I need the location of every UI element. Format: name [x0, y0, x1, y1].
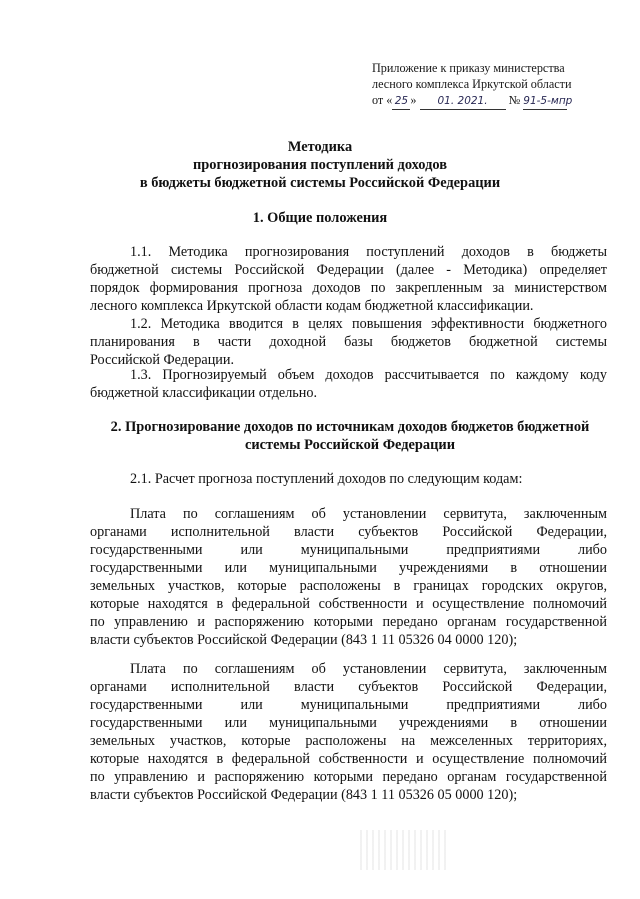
title-line-2: прогнозирования поступлений доходов: [193, 157, 447, 173]
number-prefix: №: [508, 93, 521, 107]
appendix-date-line: [372, 92, 612, 110]
paragraph-1-1: 1.1. Методика прогнозирования поступлений доходов в бюджеты бюджетной системы Российской Федерации (далее - Методика) определяет порядок формирования прогноза доходов по закрепленным за министерством лесного комплекса Иркутской области кодам бюджетной классификации.: [90, 244, 607, 314]
section-2-heading: 2. Прогнозирование доходов по источникам доходов бюджетов бюджетной системы Российской Федерации: [110, 419, 590, 453]
date-mid: »: [410, 93, 417, 107]
handwritten-date: 01. 2021.: [420, 93, 506, 110]
section-1-heading: 1. Общие положения: [252, 210, 388, 226]
paragraph-1-3: 1.3. Прогнозируемый объем доходов рассчитывается по каждому коду бюджетной классификации отдельно.: [90, 367, 607, 401]
scan-bleed-through: [360, 830, 450, 870]
revenue-code-paragraph-1: Плата по соглашениям об установлении сервитута, заключенным органами исполнительной власти субъектов Российской Федерации, государственными или муниципальными предприятиями либо государственными или муниципальными учреждениями в отношении земельных участков, которые расположены в границах городских округов, которые находятся в федеральной собственности и осуществление полномочий по управлению и распоряжению которыми передано органам государственной власти субъектов Российской Федерации (843 1 11 05326 04 0000 120);: [90, 506, 607, 648]
appendix-line-2: лесного комплекса Иркутской области: [372, 77, 572, 91]
title-line-3: в бюджеты бюджетной системы Российской Федерации: [139, 175, 501, 191]
handwritten-day: 25: [392, 93, 410, 110]
appendix-line-1: Приложение к приказу министерства: [372, 61, 565, 75]
appendix-header: [372, 60, 612, 110]
document-title: [90, 138, 550, 192]
handwritten-number: 91-5-мпр: [523, 93, 567, 110]
paragraph-1-2: 1.2. Методика вводится в целях повышения эффективности бюджетного планирования в части доходной базы бюджетов бюджетной системы Российской Федерации.: [90, 316, 607, 368]
revenue-code-paragraph-2: Плата по соглашениям об установлении сервитута, заключенным органами исполнительной власти субъектов Российской Федерации, государственными или муниципальными предприятиями либо государственными или муниципальными учреждениями в отношении земельных участков, которые расположены на межселенных территориях, которые находятся в федеральной собственности и осуществление полномочий по управлению и распоряжению которыми передано органам государственной власти субъектов Российской Федерации (843 1 11 05326 05 0000 120);: [90, 661, 607, 803]
paragraph-2-1-intro: 2.1. Расчет прогноза поступлений доходов по следующим кодам:: [130, 471, 523, 487]
title-line-1: Методика: [287, 139, 353, 155]
date-prefix: от «: [372, 93, 393, 107]
